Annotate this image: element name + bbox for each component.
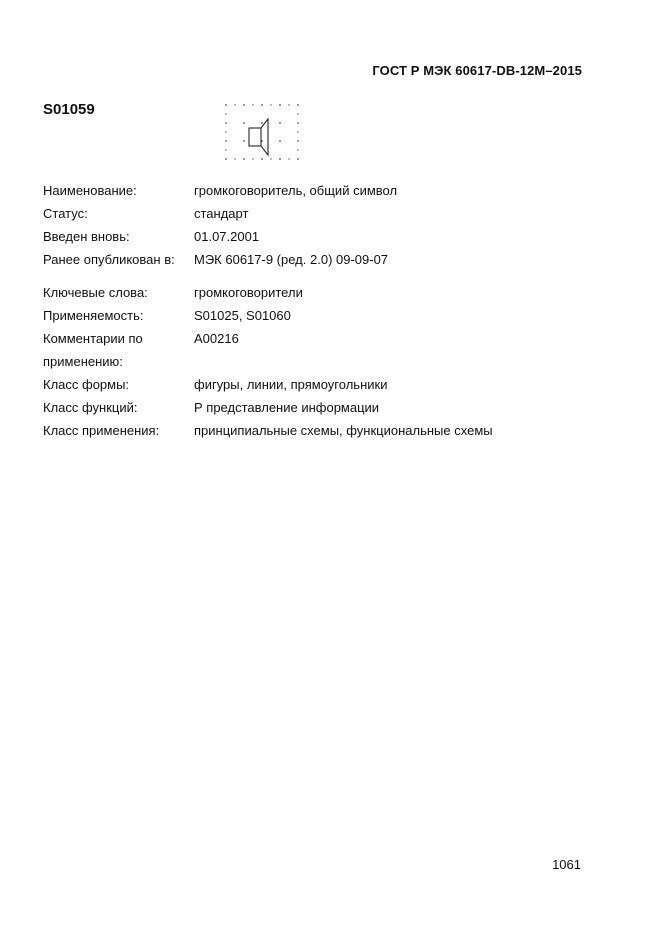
grid-dot (225, 158, 227, 160)
row-value: Р представление информации (194, 400, 380, 415)
grid-dot (225, 122, 227, 124)
row-application-notes (43, 327, 603, 373)
grid-dot (297, 104, 299, 106)
grid-dot (252, 104, 253, 105)
grid-dot (243, 140, 245, 142)
attributes-table (43, 179, 603, 442)
grid-dot (261, 122, 263, 124)
grid-dot (225, 140, 227, 142)
row-function-class (43, 396, 603, 419)
grid-dots (225, 104, 299, 160)
grid-dot (243, 158, 245, 160)
grid-dot (297, 158, 299, 160)
row-label: Применяемость: (43, 308, 144, 323)
grid-dot (297, 149, 298, 150)
grid-dot (234, 158, 235, 159)
row-previously-published (43, 248, 603, 271)
row-value: 01.07.2001 (194, 229, 260, 244)
grid-dot (243, 122, 245, 124)
grid-dot (288, 104, 289, 105)
grid-dot (297, 122, 299, 124)
row-label: Класс формы: (43, 377, 130, 392)
page-number: 1061 (552, 857, 581, 872)
row-label: Комментарии по применению: (43, 331, 143, 369)
symbol-code: S01059 (43, 101, 95, 118)
row-label: Ключевые слова: (43, 285, 148, 300)
grid-dot (225, 113, 226, 114)
row-value: А00216 (194, 331, 239, 346)
document-header: ГОСТ Р МЭК 60617-DB-12M–2015 (372, 63, 582, 78)
grid-dot (225, 104, 227, 106)
grid-dot (279, 158, 281, 160)
row-value: принципиальные схемы, функциональные схемы (194, 423, 493, 438)
row-label: Класс функций: (43, 400, 138, 415)
row-name (43, 179, 603, 202)
row-shape-class (43, 373, 603, 396)
row-label: Класс применения: (43, 423, 160, 438)
grid-dot (270, 158, 271, 159)
grid-dot (270, 104, 271, 105)
grid-dot (261, 158, 263, 160)
row-label: Статус: (43, 206, 88, 221)
row-value: фигуры, линии, прямоугольники (194, 377, 388, 392)
grid-dot (279, 140, 281, 142)
grid-dot (297, 131, 298, 132)
grid-dot (243, 104, 245, 106)
row-status (43, 202, 603, 225)
grid-dot (279, 104, 281, 106)
grid-dot (225, 131, 226, 132)
row-value: S01025, S01060 (194, 308, 291, 323)
grid-dot (297, 140, 299, 142)
row-introduced (43, 225, 603, 248)
speaker-cone (261, 119, 268, 155)
row-application-class (43, 419, 603, 442)
grid-dot (225, 149, 226, 150)
row-keywords (43, 281, 603, 304)
row-value: громкоговоритель, общий символ (194, 183, 398, 198)
grid-dot (297, 113, 298, 114)
grid-dot (252, 158, 253, 159)
row-label: Введен вновь: (43, 229, 130, 244)
row-value: стандарт (194, 206, 249, 221)
row-label: Наименование: (43, 183, 137, 198)
loudspeaker-icon (222, 101, 302, 173)
row-applicability (43, 304, 603, 327)
grid-dot (279, 122, 281, 124)
row-value: громкоговорители (194, 285, 303, 300)
row-value: МЭК 60617-9 (ред. 2.0) 09-09-07 (194, 252, 389, 267)
grid-dot (234, 104, 235, 105)
grid-dot (261, 104, 263, 106)
row-label: Ранее опубликован в: (43, 252, 175, 267)
grid-dot (288, 158, 289, 159)
speaker-body (249, 128, 261, 146)
